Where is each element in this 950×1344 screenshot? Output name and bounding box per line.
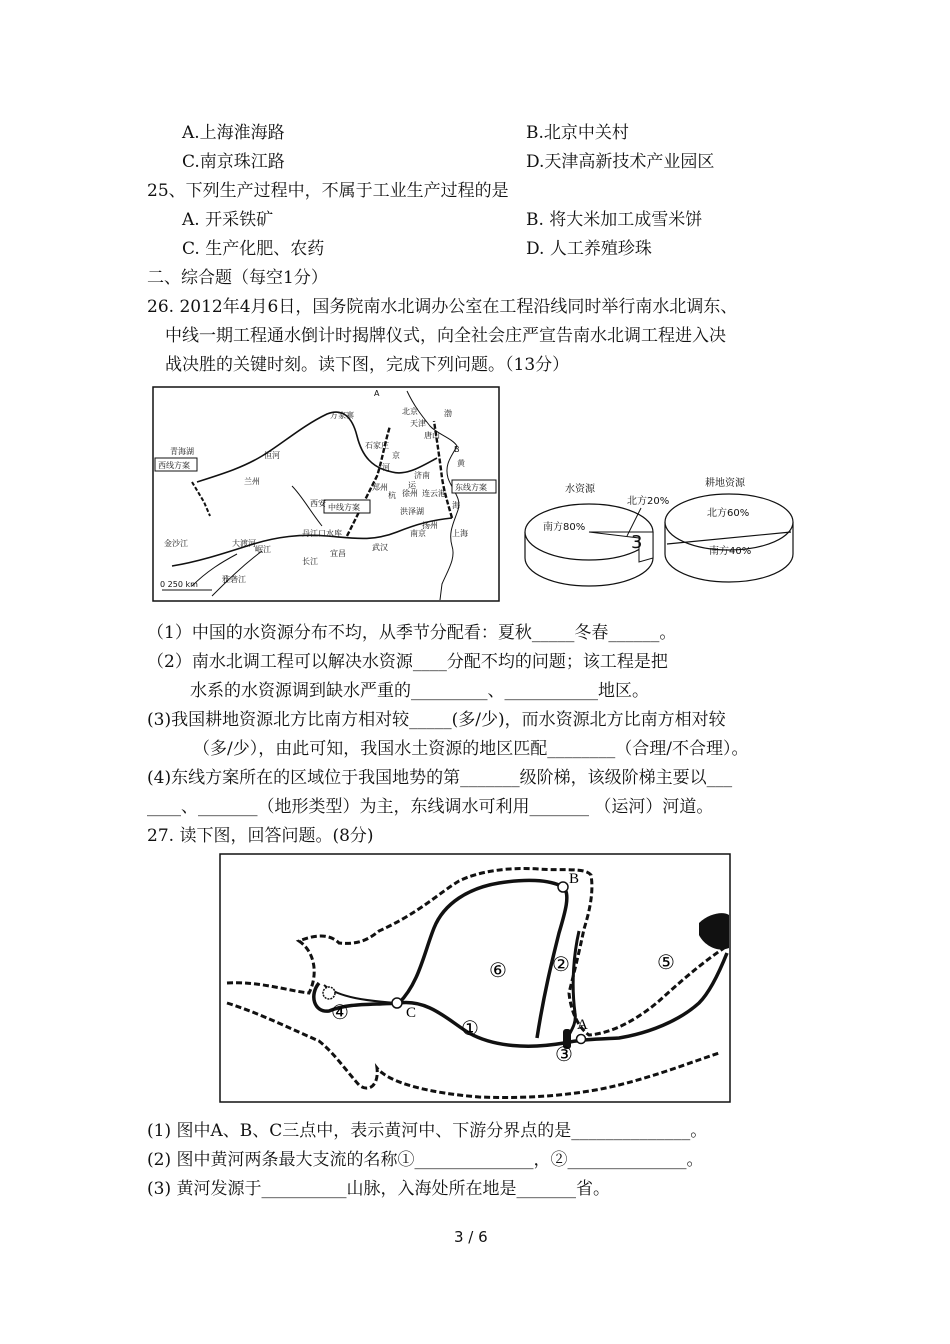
map26-label: 北京 <box>402 407 418 416</box>
map27-num-2: ② <box>552 952 570 976</box>
q26-line1: 26. 2012年4月6日，国务院南水北调办公室在工程沿线同时举行南水北调东、 <box>147 297 738 317</box>
map27-point-a: A <box>577 1017 588 1033</box>
map26-label: 西安 <box>310 499 326 508</box>
map26-label: 黄 <box>457 459 465 468</box>
map27-num-5: ⑤ <box>657 950 675 974</box>
map26-label: 石家庄 <box>365 441 389 450</box>
map27-num-6: ⑥ <box>489 958 507 982</box>
map26-label: 济南 <box>414 471 430 480</box>
pie-water-callout: 3 <box>631 532 643 553</box>
pie-land-south: 南方40% <box>709 546 752 557</box>
map26-label: 金沙江 <box>164 539 188 548</box>
map26-label: 天津 <box>410 419 426 428</box>
q26-sub3a: (3)我国耕地资源北方比南方相对较_____(多/少)，而水资源北方比南方相对较 <box>147 710 726 730</box>
map26-label: 青海湖 <box>170 447 194 456</box>
q27-sub2: (2) 图中黄河两条最大支流的名称①______________，②______________。 <box>147 1150 704 1170</box>
map26-label: 恒河 <box>264 451 280 460</box>
pie-water-title: 水资源 <box>565 484 595 495</box>
map26-label: 唐山 <box>424 431 440 440</box>
q24-option-b: B.北京中关村 <box>526 123 629 143</box>
map26-west-box: 西线方案 <box>158 461 190 470</box>
map26-label: 雅砻江 <box>222 575 246 584</box>
map26-label: 长江 <box>302 557 318 566</box>
map26-label: 武汉 <box>372 543 388 552</box>
q25-stem: 25、下列生产过程中，不属于工业生产过程的是 <box>147 181 509 201</box>
resource-pie-charts <box>515 462 805 602</box>
map26-label: 郑州 <box>372 483 388 492</box>
q26-sub2a: （2）南水北调工程可以解决水资源____分配不均的问题；该工程是把 <box>147 652 668 672</box>
map26-middle-box: 中线方案 <box>328 503 360 512</box>
map26-label: 岷江 <box>255 545 271 554</box>
q26-sub1: （1）中国的水资源分布不均，从季节分配看：夏秋_____冬春______。 <box>147 623 677 643</box>
map27-num-4: ④ <box>331 1000 349 1024</box>
q26-sub2b: 水系的水资源调到缺水严重的_________、___________地区。 <box>190 681 649 701</box>
map27-num-1: ① <box>461 1016 479 1040</box>
pie-land-title: 耕地资源 <box>705 478 745 489</box>
map26-label: 南京 <box>410 529 426 538</box>
map26-label: 徐州 <box>402 489 418 498</box>
q26-sub3b: （多/少），由此可知，我国水土资源的地区匹配________（合理/不合理）。 <box>193 739 749 759</box>
q25-option-b: B. 将大米加工成雪米饼 <box>526 210 703 230</box>
map26-label: 河 <box>382 463 390 472</box>
map27-point-b: B <box>569 871 580 887</box>
pie-water-north: 北方20% <box>627 496 670 507</box>
section-heading: 二、综合题（每空1分） <box>147 268 328 288</box>
map27-num-3: ③ <box>555 1042 573 1066</box>
map26-label: 连云港 <box>422 489 446 498</box>
q26-sub4b: ____、_______（地形类型）为主，东线调水可利用_______ （运河）河道。 <box>147 797 714 817</box>
map26-label: 丹江口水库 <box>302 529 342 538</box>
yellow-river-map <box>219 853 731 1103</box>
map26-label: 兰州 <box>244 477 260 486</box>
map26-label: B <box>454 445 460 454</box>
q24-option-a: A.上海淮海路 <box>182 123 285 143</box>
map26-east-box: 东线方案 <box>455 483 487 492</box>
q26-line3: 战决胜的关键时刻。读下图，完成下列问题。（13分） <box>165 355 570 375</box>
south-north-water-map <box>152 386 500 602</box>
map26-label: 海 <box>452 501 460 510</box>
map26-label: 上海 <box>452 529 468 538</box>
map26-label: 洪泽湖 <box>400 507 424 516</box>
map26-label: A <box>374 389 380 398</box>
pie-water-south: 南方80% <box>543 522 586 533</box>
map27-point-c: C <box>406 1005 417 1021</box>
pie-land-north: 北方60% <box>707 508 750 519</box>
map26-label: 宜昌 <box>330 549 346 558</box>
q25-option-a: A. 开采铁矿 <box>182 210 274 230</box>
q26-line2: 中线一期工程通水倒计时揭牌仪式，向全社会庄严宣告南水北调工程进入决 <box>165 326 726 346</box>
q24-option-c: C.南京珠江路 <box>182 152 285 172</box>
map26-label: 杭 <box>388 491 396 500</box>
map26-label: 万家寨 <box>330 411 354 420</box>
map26-label: 扬州 <box>422 521 438 530</box>
q24-option-d: D.天津高新技术产业园区 <box>526 152 715 172</box>
map26-scale: 0 250 km <box>160 580 198 589</box>
q27-stem: 27. 读下图，回答问题。(8分) <box>147 826 374 846</box>
q26-sub4a: (4)东线方案所在的区域位于我国地势的第_______级阶梯，该级阶梯主要以___ <box>147 768 733 788</box>
q27-sub1: (1) 图中A、B、C三点中，表示黄河中、下游分界点的是______________。 <box>147 1121 708 1141</box>
map26-label: 渤 <box>444 409 452 418</box>
page-number: 3 / 6 <box>454 1228 488 1246</box>
q25-option-c: C. 生产化肥、农药 <box>182 239 325 259</box>
map26-label: 京 <box>392 451 400 460</box>
map26-label: 运 <box>408 481 416 490</box>
q27-sub3: (3) 黄河发源于__________山脉，入海处所在地是_______省。 <box>147 1179 610 1199</box>
q25-option-d: D. 人工养殖珍珠 <box>526 239 652 259</box>
map26-label: 大渡河 <box>232 539 256 548</box>
